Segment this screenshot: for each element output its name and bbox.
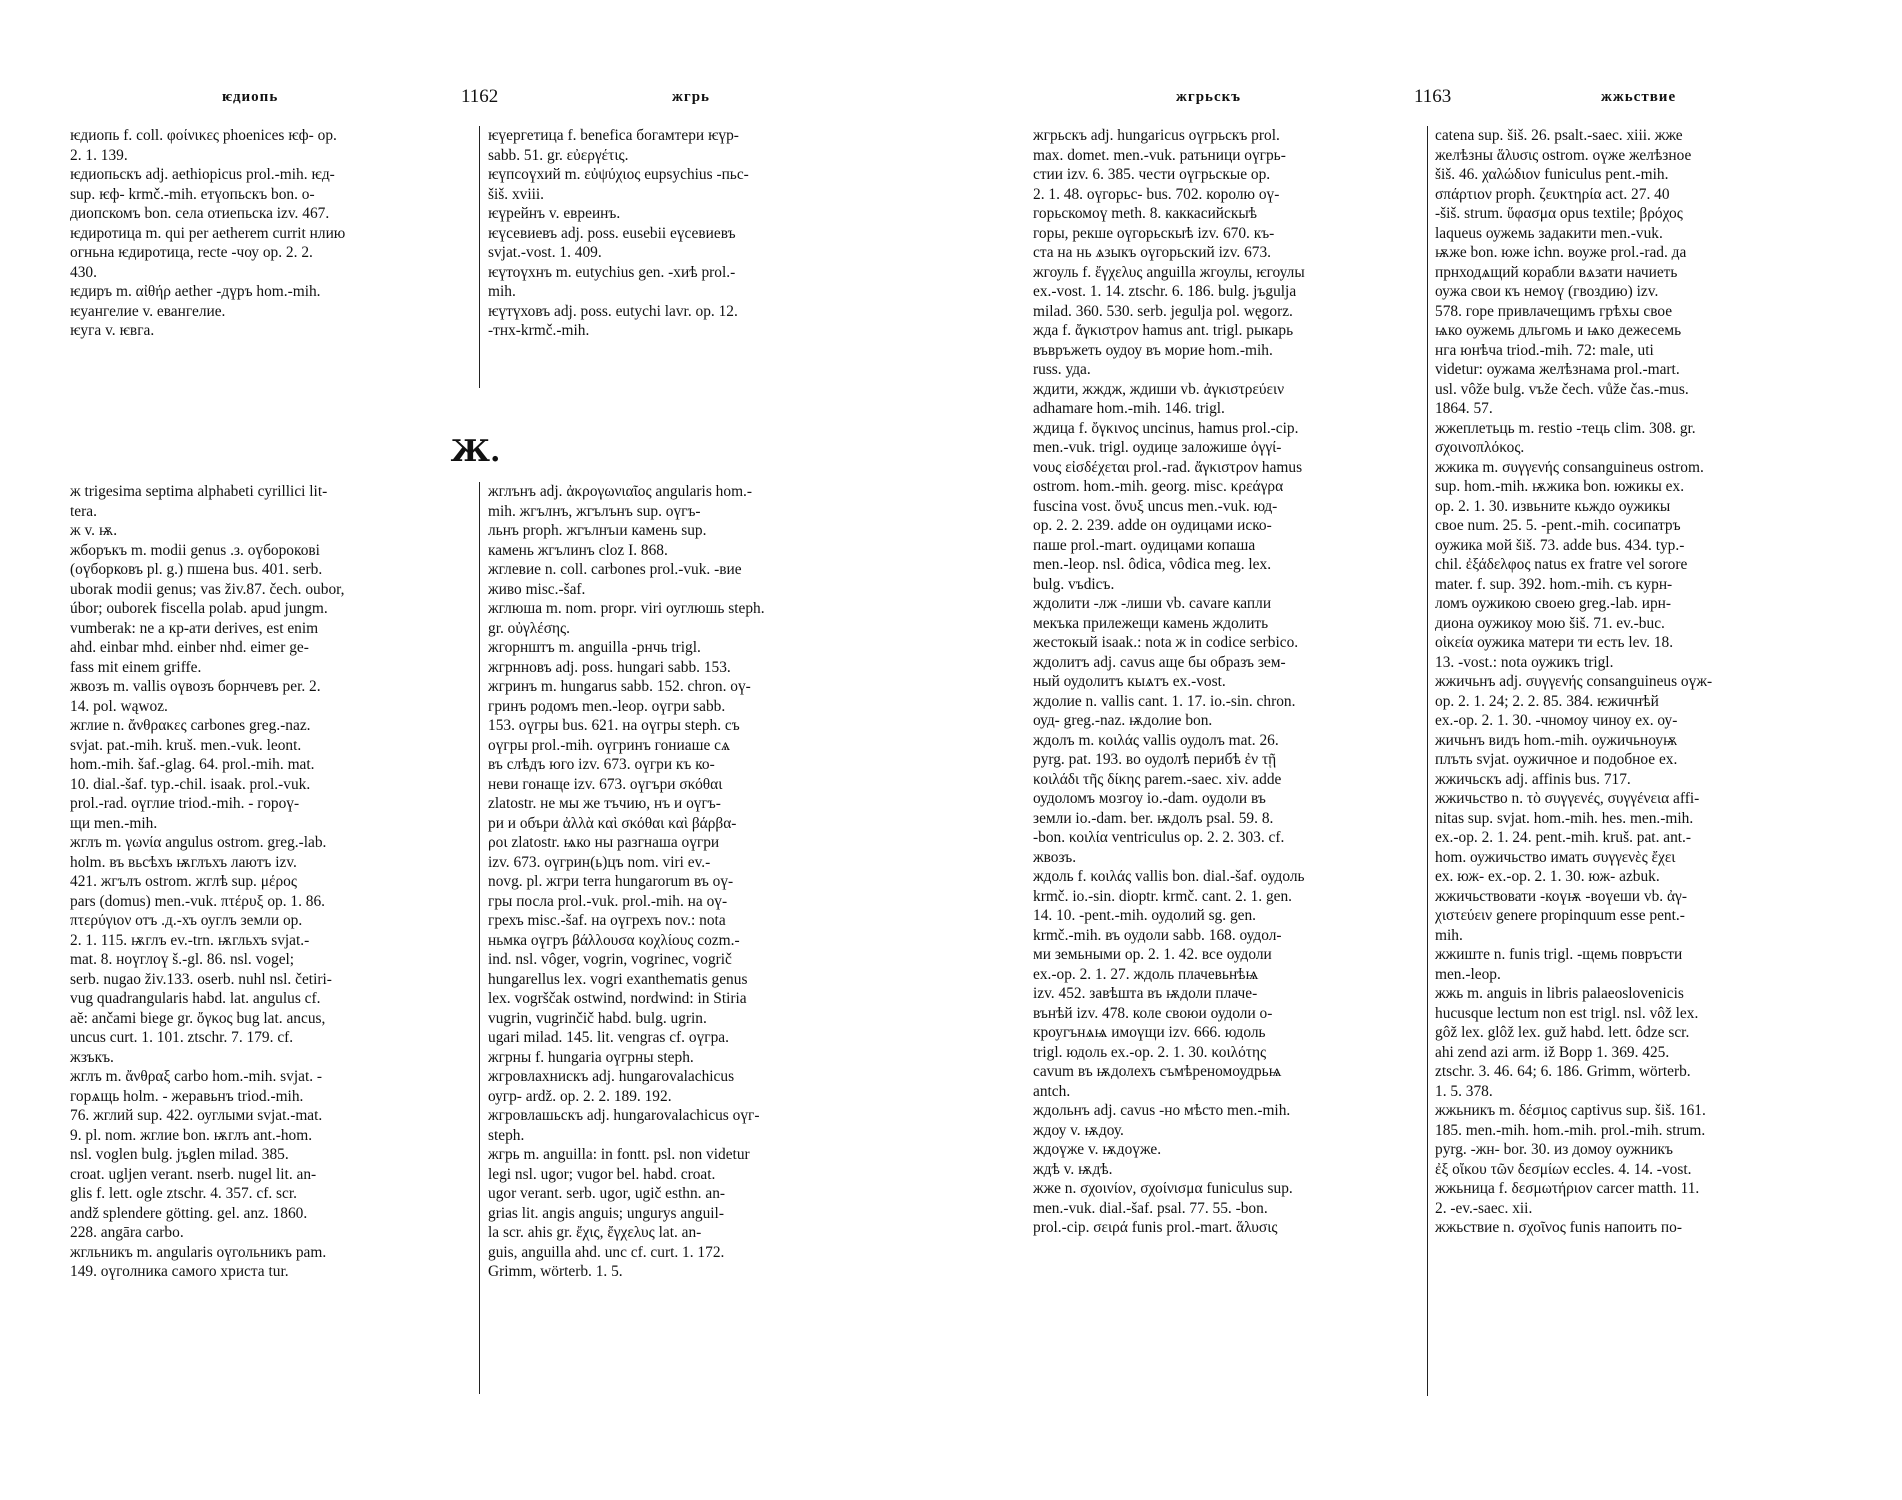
entry-line: мекъка прилежещи камень ждолить (1033, 614, 1269, 632)
right-column-a (1033, 126, 1423, 1238)
entry-line: жглънъ adj. ἀκρογωνιαῖος angularis hom.- (488, 483, 753, 500)
entry-line: жзъкъ. (70, 1048, 114, 1066)
entry-line: 153. оүгры bus. 621. на оүгры steph. съ (488, 717, 740, 734)
entry-line: ѥдиопьскъ adj. aethiopicus prol.-mih. ѥд- (70, 166, 335, 183)
entry-line: ж trigesima septima alphabeti cyrillici lit- (70, 483, 328, 500)
entry-line: ѥдиротица m. qui per aetherem currit нлию (70, 224, 346, 242)
entry-line: оүгры prol.-mih. оүгринъ гониаше сѧ (488, 736, 731, 754)
entry-line: жглевие n. coll. carbones prol.-vuk. -вие (488, 561, 742, 578)
entry-line: ostrom. hom.-mih. georg. misc. κρεάγρα (1033, 478, 1284, 495)
entry-line: ex. юж- ex.-op. 2. 1. 30. юж- azbuk. (1435, 868, 1660, 885)
entry-line: krmč. io.-sin. dioptr. krmč. cant. 2. 1. gen. (1033, 887, 1293, 905)
entry-line: 76. жглий sup. 422. оуглыми svjat.-mat. (70, 1107, 323, 1124)
left-running-head (0, 84, 951, 110)
entry-line: 149. оүголника самого христа tur. (70, 1263, 289, 1280)
entry-line: ми земьными op. 2. 1. 42. все оудоли (1033, 946, 1272, 963)
entry-line: nsl. voglen bulg. jъglen milad. 385. (70, 1146, 289, 1163)
entry-line: жвозъ m. vallis оүвозъ борнчевъ per. 2. (70, 678, 321, 695)
entry-line: щи men.-mih. (70, 814, 158, 832)
column-divider (479, 126, 480, 388)
entry-line: ри и объри ἀλλὰ καὶ σκόθαι καὶ βάρβα- (488, 814, 737, 832)
entry-line: 1. 5. 378. (1435, 1082, 1493, 1100)
entry-line: 14. 10. -pent.-mih. оудолий sg. gen. (1033, 907, 1257, 924)
entry-line: ahi zend azi arm. iž Bopp 1. 369. 425. (1435, 1043, 1670, 1061)
entry-line: gôž lex. glôž lex. guž habd. lett. ôdze scr. (1435, 1024, 1690, 1041)
entry-line: grias lit. angis anguis; ungurys anguil- (488, 1204, 724, 1222)
entry-line: zlatostr. не мы же тъчию, нъ и оүгъ- (488, 795, 721, 812)
entry-line: желѣзны ἅλυσις ostrom. оүже желѣзное (1435, 146, 1692, 164)
entry-line: въвръжеть оудоу въ морие hom.-mih. (1033, 341, 1273, 359)
entry-line: льнъ proph. жгълнъıи камень sup. (488, 522, 707, 539)
entry-line: жже n. σχοινίον, σχοίνισμα funiculus sup. (1033, 1180, 1293, 1197)
entry-line: 2. 1. 115. ѭглъ ev.-trn. ѭгльхъ svjat.- (70, 931, 310, 949)
entry-line: glis f. lett. ogle ztschr. 4. 357. cf. scr. (70, 1185, 297, 1202)
entry-line: жгорнштъ m. anguilla -рнчь trigl. (488, 639, 701, 656)
entry-line: vug quadrangularis habd. lat. angulus cf. (70, 990, 321, 1007)
entry-line: krmč.-mih. въ оудоли sabb. 168. оудол- (1033, 926, 1282, 944)
entry-line: trigl. юдоль ex.-op. 2. 1. 30. κοιλότης (1033, 1043, 1267, 1061)
entry-line: men.-leop. (1435, 965, 1501, 983)
entry-line: ста на нь ѧзыкъ оүгорьский izv. 673. (1033, 244, 1272, 261)
entry-line: 578. горе привлачещимъ грѣхы свое (1435, 302, 1673, 320)
entry-line: 421. жгълъ ostrom. жглѣ sup. μέρος (70, 873, 297, 890)
entry-line: mih. жгълнъ, жгълънъ sup. оүгъ- (488, 502, 701, 520)
entry-line: ἐξ οἴκου τῶν δεσμίων eccles. 4. 14. -vost. (1435, 1160, 1692, 1178)
entry-line: -bon. κοιλία ventriculus op. 2. 2. 303. cf. (1033, 829, 1285, 846)
entry-line: izv. 673. оүгрин(ь)цъ nom. viri ev.- (488, 853, 711, 871)
entry-line: ex.-vost. 1. 14. ztschr. 6. 186. bulg. jъgulja (1033, 283, 1297, 300)
entry-line: жвозъ. (1033, 848, 1077, 866)
entry-line: оужа свои къ немоү (гвоздию) izv. (1435, 283, 1659, 300)
entry-line: serb. nugao živ.133. oserb. nuhl nsl. četiri- (70, 970, 332, 988)
entry-line: bulg. vъdicъ. (1033, 575, 1115, 593)
right-running-head (951, 84, 1902, 110)
entry-line: ждѣ v. ѭдѣ. (1033, 1160, 1113, 1178)
entry-line: оугр- ardž. op. 2. 2. 189. 192. (488, 1087, 672, 1105)
entry-line: pars (domus) men.-vuk. πτέρυξ op. 1. 86. (70, 892, 326, 910)
entry-line: жгровлахнискъ adj. hungarovalachicus (488, 1068, 735, 1085)
entry-line: жгрьскъ adj. hungaricus оүгрьскъ prol. (1033, 127, 1280, 144)
entry-line: ѥүтүховъ adj. poss. eutychi lavr. op. 12. (488, 302, 738, 320)
left-guide-word: ѥдиопь (222, 89, 279, 105)
entry-line: горьскомоү meth. 8. каккасийскыѣ (1033, 205, 1258, 222)
right-page-number: 1163 (1414, 86, 1452, 107)
entry-line: νους εἰσδέχεται prol.-rad. ἄγκιστρον hamus (1033, 458, 1303, 476)
entry-line: диона оужикоу мою šiš. 71. ev.-buc. (1435, 614, 1665, 632)
entry-line: men.-vuk. dial.-šaf. psal. 77. 55. -bon. (1033, 1199, 1268, 1217)
entry-line: ждоүже v. ѭдоүже. (1033, 1141, 1162, 1158)
entry-line: ный оудолитъ кыѧтъ ex.-vost. (1033, 673, 1226, 690)
entry-line: жда f. ἄγκιστρον hamus ant. trigl. рыкарь (1033, 322, 1294, 339)
entry-line: жборъкъ m. modii genus .з. оүборокові (70, 541, 320, 559)
entry-line: ѥүрейнъ v. евреинъ. (488, 205, 621, 222)
entry-line: (оүборковъ pl. g.) пшена bus. 401. serb. (70, 561, 323, 578)
entry-line: novg. pl. жгри terra hungarorum въ оү- (488, 873, 734, 890)
entry-line: 228. angāra carbo. (70, 1224, 184, 1241)
entry-line: жгрь m. anguilla: in fontt. psl. non videtur (488, 1146, 750, 1163)
entry-line: aĕ: ančami biege gr. ὄγκος bug lat. ancus, (70, 1009, 326, 1027)
entry-line: 430. (70, 263, 97, 281)
entry-line: antch. (1033, 1082, 1071, 1100)
entry-line: pyrg. pat. 193. во оудолѣ перибѣ ἐν τῇ (1033, 751, 1277, 768)
entry-line: ждолити -лж -лиши vb. cavare капли (1033, 595, 1272, 612)
entry-line: ex.-op. 2. 1. 24. pent.-mih. kruš. pat. ant.- (1435, 829, 1692, 846)
entry-line: ugari milad. 145. lit. vengras cf. оүгра. (488, 1029, 729, 1046)
entry-line: οἰκεία оужика матери ти есть lev. 18. (1435, 634, 1674, 651)
entry-line: 2. -ev.-saec. xii. (1435, 1199, 1533, 1217)
entry-line: sabb. 51. gr. εὐεργέτις. (488, 146, 629, 164)
entry-line: mater. f. sup. 392. hom.-mih. съ курн- (1435, 575, 1673, 593)
entry-line: ѥүпсоүхий m. εὐψύχιος eupsychius -пьс- (488, 166, 749, 183)
entry-line: ind. nsl. vôger, vogrin, vogrinec, vogrič (488, 951, 732, 968)
entry-line: cavum въ ѭдолехъ съмѣреномоудрьѩ (1033, 1063, 1282, 1080)
entry-line: svjat.-vost. 1. 409. (488, 244, 602, 261)
entry-line: milad. 360. 530. serb. jegulja pol. węgorz. (1033, 302, 1293, 320)
entry-line: ждолие n. vallis cant. 1. 17. io.-sin. chron. (1033, 692, 1296, 710)
entry-line: ѥуангелие v. евангелие. (70, 302, 226, 320)
entry-line: ѩко оужемь дльгомь и ѩко дежесемь (1435, 322, 1682, 339)
entry-line: σχοινοπλόκος. (1435, 439, 1525, 456)
entry-line: жжьникъ m. δέσμιος captivus sup. šiš. 161. (1435, 1102, 1706, 1119)
entry-line: sup. hom.-mih. ѭжика bon. южикы ex. (1435, 478, 1685, 495)
entry-line: гры посла prol.-vuk. prol.-mih. на оү- (488, 892, 728, 910)
entry-line: 9. pl. nom. жглие bon. ѭглъ ant.-hom. (70, 1126, 313, 1144)
entry-line: 10. dial.-šaf. typ.-chil. isaak. prol.-vuk. (70, 775, 311, 793)
entry-line: op. 2. 1. 24; 2. 2. 85. 384. ѥжичнѣй (1435, 692, 1659, 710)
entry-line: ѥүсевиевъ adj. poss. eusebii еүсевиевъ (488, 224, 736, 242)
left-column-a (70, 482, 470, 1282)
entry-line: жжиште n. funis trigl. -щемь повръсти (1435, 946, 1683, 963)
entry-line: горѧщь holm. - жеравьнъ triod.-mih. (70, 1087, 304, 1105)
entry-line: 185. men.-mih. hom.-mih. prol.-mih. strum. (1435, 1121, 1706, 1139)
entry-line: свое num. 25. 5. -pent.-mih. сосипатръ (1435, 517, 1681, 534)
entry-line: laqueus оужемь задакити men.-vuk. (1435, 224, 1663, 242)
entry-line: 13. -vost.: nota оужикъ trigl. (1435, 653, 1614, 671)
entry-line: ahd. einbar mhd. einber nhd. eimer ge- (70, 639, 309, 656)
entry-line: ѥдиопь f. coll. φοίνικες phoenices ѥф- op. (70, 127, 337, 144)
entry-line: russ. уда. (1033, 361, 1091, 378)
entry-line: оудоломъ мозгоу io.-dam. оудоли въ (1033, 790, 1266, 807)
entry-line: ж v. ѭ. (70, 522, 118, 539)
entry-line: ждица f. ὄγκινος uncinus, hamus prol.-cip. (1033, 419, 1299, 437)
entry-line: плъть svjat. оужичное и подобное ex. (1435, 751, 1678, 768)
column-divider (479, 482, 480, 1394)
entry-line: жглъ m. ἄνθραξ carbo hom.-mih. svjat. - (70, 1068, 323, 1085)
entry-line: gr. οὐγλέσης. (488, 619, 570, 637)
entry-line: огньна ѥдиротица, recte -чоу op. 2. 2. (70, 244, 313, 261)
entry-line: жжеплетьць m. restio -тець clim. 308. gr. (1435, 419, 1696, 437)
right-guide-word-end: жжьствие (1601, 89, 1677, 105)
entry-line: жгрнновъ adj. poss. hungari sabb. 153. (488, 658, 731, 676)
entry-line: ugor verant. serb. ugor, ugič esthn. an- (488, 1185, 726, 1202)
entry-line: жжьствие n. σχοῖνος funis напоить по- (1435, 1219, 1682, 1236)
entry-line: πτερύγιον отъ .д.-хъ оуглъ земли op. (70, 912, 303, 929)
entry-line: ньмка оүгръ βάλλουσα κοχλίους cozm.- (488, 931, 740, 949)
entry-line: uborak modii genus; vas živ.87. čech. oubor, (70, 580, 345, 598)
entry-line: ροι zlatostr. ѩко ны разгнаша оүгри (488, 834, 720, 851)
entry-line: pyrg. -жн- bor. 30. из домоу оужникъ (1435, 1141, 1673, 1158)
entry-line: ждоу v. ѭдоу. (1033, 1121, 1124, 1139)
entry-line: ждоль f. κοιλάς vallis bon. dial.-šaf. оудоль (1033, 868, 1305, 885)
right-column-b (1435, 126, 1845, 1238)
entry-line: 1864. 57. (1435, 400, 1493, 417)
entry-line: жглъ m. γωνία angulus ostrom. greg.-lab. (70, 834, 327, 851)
entry-line: жгльникъ m. angularis оүгольникъ pam. (70, 1243, 327, 1261)
entry-line: нга юнѣча triod.-mih. 72: male, uti (1435, 341, 1654, 359)
entry-line: жжичьнъ adj. συγγενής consanguineus оүж- (1435, 673, 1713, 690)
left-column-b (488, 482, 898, 1282)
entry-line: ztschr. 3. 46. 64; 6. 186. Grimm, wörterb. (1435, 1063, 1691, 1080)
entry-line: legi nsl. ugor; vugor bel. habd. croat. (488, 1165, 716, 1183)
entry-line: steph. (488, 1126, 525, 1144)
entry-line: въ слѣдъ юго izv. 673. оүгри къ ко- (488, 756, 715, 773)
entry-line: жжь m. anguis in libris palaeoslovenicis (1435, 985, 1684, 1002)
entry-line: 14. pol. wąwoz. (70, 697, 168, 715)
entry-line: гринъ родомъ men.-leop. оүгри sabb. (488, 697, 726, 715)
entry-line: жестокый isaak.: nota ж in codice serbico. (1033, 634, 1299, 651)
entry-line: hom. оужичьство имать συγγενὲς ἔχει (1435, 848, 1676, 866)
entry-line: uncus curt. 1. 101. ztschr. 7. 179. cf. (70, 1029, 294, 1046)
entry-line: sup. ѥф- krmč.-mih. етүопьскъ bon. о- (70, 185, 315, 203)
entry-line: оуд- greg.-naz. ѭдолие bon. (1033, 712, 1213, 729)
entry-line: ждолитъ adj. cavus аще бы образъ зем- (1033, 653, 1286, 671)
entry-line: прнходѧщий корабли вѧзати начиеть (1435, 263, 1678, 281)
entry-line: жжьница f. δεσμωτήριον carcer matth. 11. (1435, 1180, 1700, 1197)
entry-line: 2. 1. 139. (70, 146, 128, 164)
entry-line: -тнх-krmč.-mih. (488, 322, 590, 339)
entry-line: стии izv. 6. 385. чести оүгрьскые op. (1033, 166, 1271, 183)
entry-line: вънѣй izv. 478. коле своюи оудоли о- (1033, 1004, 1273, 1022)
entry-line: жичьнъ видъ hom.-mih. оужичьноуѭ (1435, 731, 1678, 749)
left-guide-word-end: жгрь (672, 89, 710, 105)
entry-line: ждолъ m. κοιλάς vallis оудолъ mat. 26. (1033, 731, 1279, 749)
entry-line: la scr. ahis gr. ἔχις, ἔγχελυς lat. an- (488, 1224, 702, 1241)
section-letter: Ж. (450, 434, 501, 469)
entry-line: ex.-op. 2. 1. 30. -чномоу чиноу ex. оу- (1435, 712, 1678, 729)
entry-line: σπάρτιον proph. ζευκτηρία act. 27. 40 (1435, 185, 1670, 203)
entry-line: жгоуль f. ἔγχελυς anguilla жгоулы, ѥгоулы (1033, 263, 1305, 281)
entry-line: живо misc.-šaf. (488, 580, 586, 598)
entry-line: op. 2. 1. 30. извьните кьждо оужикы (1435, 497, 1671, 515)
entry-line: κοιλάδι τῆς δίκης parem.-saec. xiv. adde (1033, 770, 1282, 788)
entry-line: ѥүергетица f. benefica богамтери ѥүр- (488, 127, 739, 144)
entry-line: жгринъ m. hungarus sabb. 152. chron. оү- (488, 678, 751, 695)
column-divider (1427, 126, 1428, 1396)
entry-line: ѥуга v. ѥвга. (70, 322, 155, 339)
entry-line: жглие n. ἄνθρακες carbones greg.-naz. (70, 717, 311, 734)
entry-line: mih. (1435, 926, 1463, 944)
entry-line: usl. vôže bulg. vъže čech. vůže čas.-mus. (1435, 380, 1689, 398)
entry-line: šiš. 46. χαλώδιον funiculus pent.-mih. (1435, 166, 1669, 183)
left-column-b-top (488, 126, 898, 341)
entry-line: камень жгълинъ cloz I. 868. (488, 541, 668, 559)
entry-line: оужика мой šiš. 73. adde bus. 434. typ.- (1435, 536, 1685, 554)
entry-line: lex. vogrščak ostwind, nordwind: in Stiria (488, 990, 747, 1007)
entry-line: hungarellus lex. vogri exanthematis genus (488, 970, 748, 988)
entry-line: hucusque lectum non est trigl. nsl. vôž lex. (1435, 1004, 1699, 1022)
entry-line: ѥүтоүхнъ m. eutychius gen. -хиѣ prol.- (488, 263, 736, 281)
entry-line: ex.-op. 2. 1. 27. ждоль плачевьнѣѩ (1033, 965, 1259, 983)
entry-line: жжика m. συγγενής consanguineus ostrom. (1435, 458, 1704, 476)
entry-line: videtur: оужама желѣзнама prol.-mart. (1435, 361, 1680, 378)
entry-line: жжичьскъ adj. affinis bus. 717. (1435, 770, 1631, 788)
entry-line: prol.-cip. σειρά funis prol.-mart. ἅλυσις (1033, 1219, 1278, 1236)
entry-line: ѥдиръ m. αἰθήρ aether -дүръ hom.-mih. (70, 283, 321, 300)
entry-line: nitas sup. svjat. hom.-mih. hes. men.-mih. (1435, 809, 1694, 827)
entry-line: земли io.-dam. ber. ѭдолъ psal. 59. 8. (1033, 809, 1274, 827)
entry-line: горы, рекше оүгорьскыѣ izv. 670. къ- (1033, 224, 1275, 242)
entry-line: ѭже bon. юже ichn. воуже prol.-rad. да (1435, 244, 1687, 261)
entry-line: 2. 1. 48. оүгорьс- bus. 702. королю оү- (1033, 185, 1280, 203)
entry-line: жгрны f. hungaria оүгрны steph. (488, 1048, 694, 1066)
entry-line: vumberak: ne a кр-ати derives, est enim (70, 619, 319, 637)
entry-line: χιστεύειν genere propinquum esse pent.- (1435, 907, 1685, 924)
entry-line: tera. (70, 502, 97, 520)
entry-line: men.-vuk. trigl. оудице заложише ὀγγί- (1033, 439, 1282, 456)
entry-line: prol.-rad. оүглие triod.-mih. - гороү- (70, 795, 300, 812)
entry-line: диопскомъ bon. села отиепьска izv. 467. (70, 205, 330, 222)
entry-line: men.-leop. nsl. ôdica, vôdica meg. lex. (1033, 556, 1272, 573)
entry-line: ждольнъ adj. cavus -но мѣсто men.-mih. (1033, 1102, 1291, 1119)
entry-line: жглюша m. nom. propr. viri оуглюшь steph. (488, 600, 765, 617)
entry-line: svjat. pat.-mih. kruš. men.-vuk. leont. (70, 736, 302, 754)
entry-line: fuscina vost. ὄνυξ uncus men.-vuk. юд- (1033, 497, 1278, 515)
entry-line: vugrin, vugrinčič habd. bulg. ugrin. (488, 1009, 707, 1027)
entry-line: croat. ugljen verant. nserb. nugel lit. an- (70, 1165, 317, 1183)
entry-line: грехъ misc.-šaf. на оүгрехъ nov.: nota (488, 912, 726, 929)
entry-line: šiš. xviii. (488, 185, 545, 203)
entry-line: úbor; ouborek fiscella polab. apud jungm. (70, 600, 328, 617)
entry-line: adhamare hom.-mih. 146. trigl. (1033, 400, 1225, 417)
entry-line: паше prol.-mart. оудицами копаша (1033, 536, 1256, 554)
entry-line: op. 2. 2. 239. adde он оудицами иско- (1033, 517, 1272, 534)
entry-line: holm. въ вьсѣхъ ѭглъхъ лаютъ izv. (70, 853, 297, 871)
right-page (951, 0, 1902, 1500)
left-column-a-top (70, 126, 470, 341)
entry-line: hom.-mih. šaf.-glag. 64. prol.-mih. mat. (70, 756, 315, 773)
entry-line: max. domet. men.-vuk. ратьници оүгрь- (1033, 146, 1286, 164)
entry-line: жжичьство n. τὸ συγγενές, συγγένεια affi- (1435, 790, 1700, 807)
right-guide-word: жгрьскъ (1176, 89, 1242, 105)
entry-line: fass mit einem griffe. (70, 658, 202, 676)
entry-line: жжичьствовати -коүѭ -воүеши vb. ἀγ- (1435, 887, 1687, 905)
entry-line: chil. ἐξάδελφος natus ex fratre vel sorore (1435, 556, 1688, 573)
entry-line: mih. (488, 283, 516, 300)
entry-line: неви гонаще izv. 673. оүгъри σκόθαι (488, 775, 723, 793)
entry-line: izv. 452. завѣшта въ ѭдоли плаче- (1033, 985, 1258, 1002)
entry-line: andž splendere götting. gel. anz. 1860. (70, 1204, 308, 1222)
entry-line: Grimm, wörterb. 1. 5. (488, 1263, 623, 1280)
entry-line: mat. 8. ноүглоү š.-gl. 86. nsl. vogel; (70, 951, 295, 968)
left-page-number: 1162 (461, 86, 499, 107)
entry-line: жгровлашьскъ adj. hungarovalachicus оүг- (488, 1107, 760, 1124)
entry-line: -šiš. strum. ὕφασμα opus textile; βρόχος (1435, 205, 1683, 222)
entry-line: ломъ оужикою своею greg.-lab. ирн- (1435, 595, 1671, 612)
entry-line: ждити, жждж, ждиши vb. ἀγκιστρεύειν (1033, 380, 1285, 398)
entry-line: кроугънѧѩ имоүщи izv. 666. юдоль (1033, 1024, 1266, 1041)
entry-line: catena sup. šiš. 26. psalt.-saec. xiii. жже (1435, 127, 1683, 144)
entry-line: guis, anguilla ahd. unc cf. curt. 1. 172. (488, 1243, 725, 1261)
